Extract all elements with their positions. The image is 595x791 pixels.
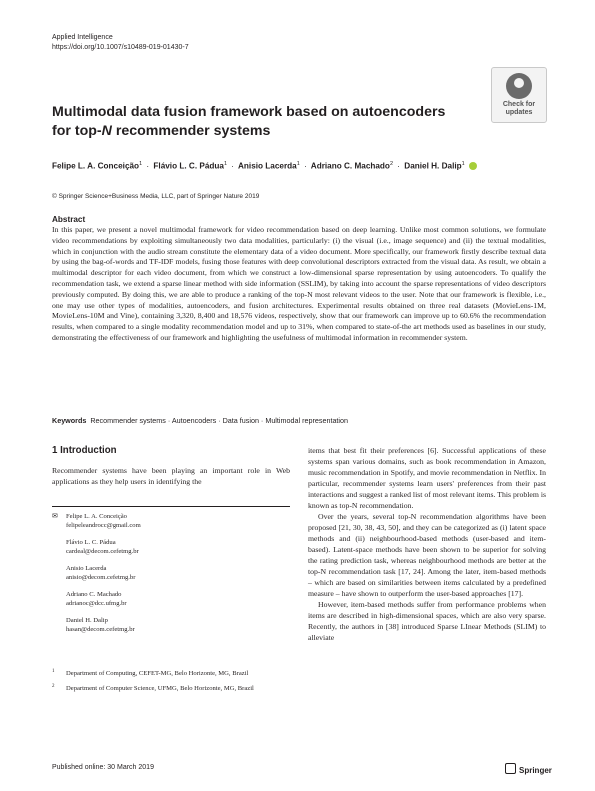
intro-column-2 [308,445,546,643]
journal-header [52,33,189,53]
affiliation-item [52,684,290,693]
author-affiliation-sup: 1 [223,161,228,167]
contact-name: Adriano C. Machado [66,591,122,598]
author-affiliation-sup: 1 [296,161,300,167]
author-list [52,158,477,173]
check-for-updates-badge[interactable] [491,67,547,123]
contact-email[interactable]: felipeleandrocc@gmail.com [66,522,141,529]
contact-name: Daniel H. Dalip [66,617,108,624]
contact-email[interactable]: hasan@decom.cefetmg.br [66,626,135,633]
author-separator: · [304,161,307,171]
title-line-1: Multimodal data fusion framework based on autoencoders [52,104,446,120]
affiliation-text: Department of Computer Science, UFMG, Belo Horizonte, MG, Brazil [66,685,254,692]
author-name[interactable]: Anisio Lacerda [238,161,297,171]
author-name[interactable]: Felipe L. A. Conceição [52,161,140,171]
affiliation-text: Department of Computing, CEFET-MG, Belo Horizonte, MG, Brazil [66,670,249,677]
springer-horse-icon [505,763,516,774]
contact-item [52,512,290,530]
abstract-heading: Abstract [52,215,86,224]
title-line-2-n: N [101,123,112,139]
affiliation-number: 2 [52,684,55,689]
affiliation-item [52,669,290,678]
contact-list [52,512,290,642]
intro-paragraph-col1: Recommender systems have been playing an important role in Web applications as they help users in identifying the [52,466,290,486]
author-name[interactable]: Daniel H. Dalip [404,161,462,171]
contact-item [52,538,290,556]
contacts-divider [52,506,290,507]
title-line-2 [52,122,472,141]
orcid-icon[interactable] [469,162,477,170]
contact-email[interactable]: adrianoc@dcc.ufmg.br [66,600,127,607]
title-line-2-pre: for top- [52,123,102,139]
author-name[interactable]: Adriano C. Machado [310,161,390,171]
keywords-label: Keywords [52,416,87,425]
intro-paragraph: However, item-based methods suffer from performance problems when items are described in high-dimensional spaces, which are also very sparse. Recently, the authors in [38] introduced Sparse LInear Methods (SLIM) to alleviate [308,600,546,642]
author-affiliation-sup: 1 [461,161,465,167]
author-separator: · [231,161,235,171]
paper-title [52,103,472,141]
mail-icon: ✉ [52,512,58,520]
intro-paragraph: Over the years, several top-N recommendation algorithms have been proposed [21, 30, 38, 43, 50], and they can be categorized as (i) latent space methods and (ii) neighbourhood-based methods (user-based and item-based). Latent-space methods have been shown to be superior for solving the rating prediction task, whereas neighbourhood methods are better at the top-N recommendation task [17, 24]. Among the later, item-based methods – which are based on similarities between items calculated by a predefined measure – have shown to outperform the user-based approaches [17]. [308,512,546,598]
journal-name: Applied Intelligence [52,34,113,41]
contact-name: Felipe L. A. Conceição [66,513,127,520]
section-heading-introduction: 1 Introduction [52,445,117,456]
author-separator: · [397,161,401,171]
copyright-notice: © Springer Science+Business Media, LLC, part of Springer Nature 2019 [52,193,260,200]
publisher-name: Springer [519,766,552,775]
publisher-logo [505,763,552,775]
check-for-updates-icon [506,73,532,99]
doi-link[interactable]: https://doi.org/10.1007/s10489-019-01430-7 [52,44,189,51]
keywords-text: Recommender systems · Autoencoders · Data fusion · Multimodal representation [90,416,349,425]
contact-name: Flávio L. C. Pádua [66,539,116,546]
author-name[interactable]: Flávio L. C. Pádua [153,161,224,171]
contact-email[interactable]: cardeal@decom.cefetmg.br [66,548,139,555]
keywords [52,416,546,426]
contact-item [52,590,290,608]
badge-line-1: Check for [502,101,536,108]
contact-item [52,564,290,582]
badge-line-2: updates [505,109,533,116]
abstract-text: In this paper, we present a novel multimodal framework for video recommendation based on deep learning. Unlike most common solutions, we formulate video recommendations by exploiting simultaneously two data modalities, particularly: (i) the visual (i.e., image sequence) and (ii) the textual modalities, which in conjunction with the audio stream constitute the elementary data of a video document. More specifically, our framework firstly describe textual data by using the bag-of-words and TF-IDF models, fusing those features with deep convolutional descriptors extracted from the visual data. As result, we obtain a multimodal descriptor for each video document, from which we construct a low-dimensional sparse representation by using autoencoders. To qualify the recommendation task, we extend a sparse linear method with side information (SSLIM), by taking into account the sparse representations of video descriptors previously computed. By doing this, we are able to produce a ranking of the top-N most relevant videos to the user. Note that our framework is flexible, i.e., one may use other types of modalities, autoencoders, and fusion architectures. Experimental results obtained on three real datasets (MovieLens-1M, MovieLens-10M and Vine), containing 3,320, 8,400 and 18,576 videos, respectively, show that our framework can improve up to 60.6% the recommendation results, when compared to a single modality recommendation model and up to 31%, when compared to state-of-the art methods used as baselines in our study, demonstrating the effectiveness of our framework and highlighting the usefulness of multimodal information in recommender system. [52,225,546,342]
affiliation-number: 1 [52,669,55,674]
intro-paragraph: items that best fit their preferences [6]. Successful applications of these systems span various domains, such as book recommendation in Amazon, music recommendation in Spotify, and movie recommendation in Netflix. In particular, recommender systems learn users' preferences from their past interactions and suggest a ranked list of most relevant items. This problem is known as top-N recommendation. [308,446,546,510]
author-affiliation-sup: 1 [139,161,143,167]
affiliation-list [52,669,290,699]
author-affiliation-sup: 2 [389,161,393,167]
contact-name: Anisio Lacerda [66,565,107,572]
contact-item [52,616,290,634]
author-separator: · [146,161,150,171]
title-line-2-post: recommender systems [111,123,271,139]
published-date: Published online: 30 March 2019 [52,764,154,771]
contact-email[interactable]: anisio@decom.cefetmg.br [66,574,136,581]
